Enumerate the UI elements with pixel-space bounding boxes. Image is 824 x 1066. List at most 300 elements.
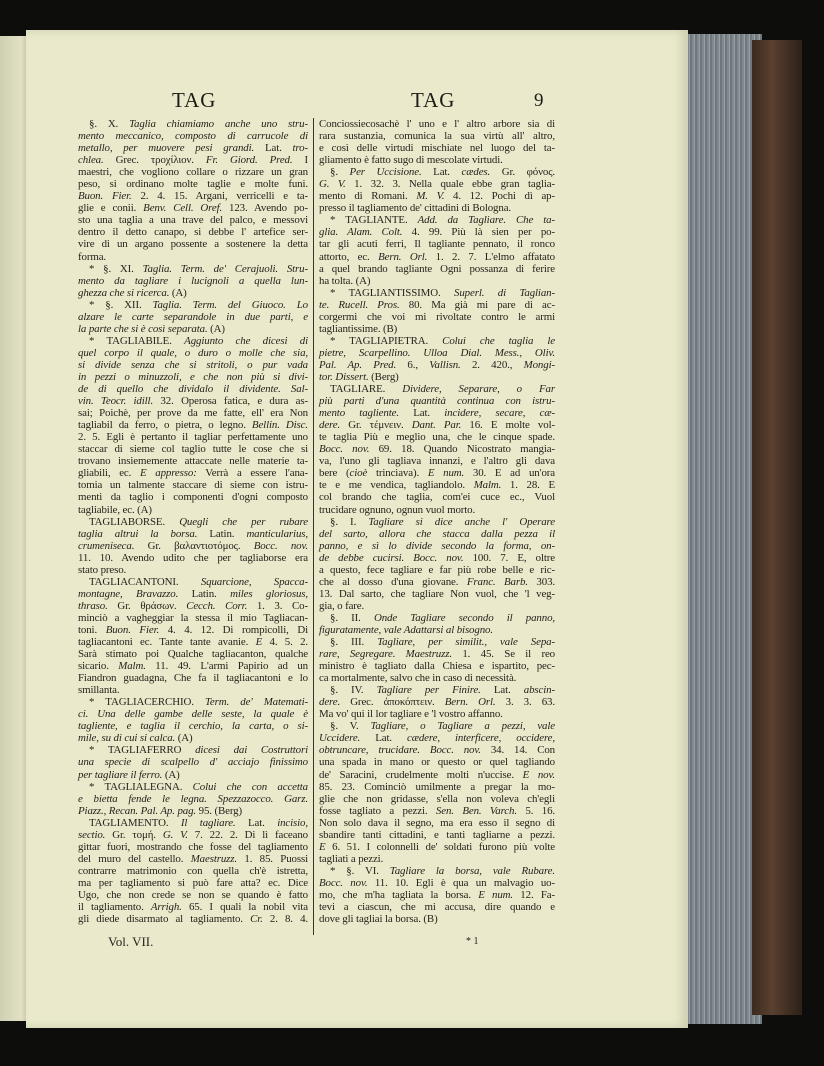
text: mento di Romani. [319, 190, 417, 203]
text-line [319, 540, 555, 552]
italic-text: G. V. [319, 178, 346, 191]
text-line [78, 612, 308, 624]
text-line [319, 323, 555, 335]
text: 11. 49. L'armi Papirio ad un [145, 660, 308, 673]
italic-text: Malm. [473, 479, 502, 492]
text-line [78, 491, 308, 503]
italic-text: miles gloriosus, [230, 587, 308, 600]
italic-text: metallo, per muovere pesi grandi. [78, 142, 255, 155]
text: forma. [78, 250, 107, 263]
text: gittar fuori, mostrando che fosse del tagliamento [78, 840, 308, 853]
text-line [319, 118, 555, 130]
text-line [78, 431, 308, 443]
italic-text: la parte che si è così separata. [78, 322, 208, 335]
text: 12. Fa- [513, 889, 555, 901]
text-line [319, 588, 555, 600]
text-line [78, 793, 308, 805]
text: rara sustanzia, comunica la sua virtù all' altro, [319, 130, 555, 143]
text: §. IV. [330, 684, 377, 697]
page-number: 9 [534, 90, 544, 111]
text-line [78, 660, 308, 672]
text-line [319, 419, 555, 431]
text: Non solo dava il segno, ma era esso il segno di [319, 816, 555, 829]
text: 4. 99. Più là sien per po- [402, 226, 555, 239]
text: e così delle virtudi mischiate nel luogo del ta- [319, 142, 555, 155]
text-line [319, 660, 555, 672]
italic-text: Bern. Orl. [378, 250, 428, 263]
text-line [319, 142, 555, 154]
italic-text: Franc. Barb. [466, 575, 528, 588]
italic-text: Quegli che per rubare [179, 515, 308, 528]
text-line [78, 841, 308, 853]
text-line [78, 347, 308, 359]
text-line [319, 455, 555, 467]
italic-text: taglia altrui la borsa. [78, 527, 198, 540]
text: §. I. [330, 515, 369, 528]
text: 85. 23. Cominciò umilmente a pregar la mo- [319, 780, 555, 793]
text-line [78, 696, 308, 708]
text-line [78, 263, 308, 275]
text: Ugo, che non crede se non se quando è fatto [78, 889, 308, 901]
text-line [78, 901, 308, 913]
text: tevi a ciascun, che mi accusa, dire quando e [319, 901, 555, 914]
text: 2. 4. 15. Argani, verricelli e ta- [131, 190, 308, 203]
italic-text: mento da tagliare i lucignoli a quella lun- [78, 274, 308, 287]
italic-text: incisio, [277, 816, 308, 829]
italic-text: G. V. [162, 828, 188, 841]
text: 4. 5. 2. [262, 636, 309, 649]
text-line [319, 648, 555, 660]
italic-text: Tagliare, o Tagliare a pezzi, vale [370, 720, 555, 733]
italic-text: Vallisn. [429, 358, 461, 371]
text-line [78, 359, 308, 371]
text-line [78, 648, 308, 660]
italic-text: Tagliare per Finire. [376, 684, 481, 697]
text-line [319, 347, 555, 359]
italic-text: cædes. [461, 166, 491, 179]
italic-text: Arrigh. [150, 901, 182, 914]
italic-text: Add. da Tagliare. Che ta- [417, 214, 555, 227]
italic-text: alzare le carte separandole in due parti, e [78, 310, 308, 323]
italic-text: in pezzi o minuzzoli, e che non più si divi- [78, 370, 308, 383]
text: ca mortalmente, salvo che in caso di necessità. [319, 672, 517, 685]
text: (A) [169, 286, 187, 299]
italic-text: Cr. [250, 913, 263, 926]
italic-text: Bern. Orl. [444, 696, 496, 709]
italic-text: Tagliare la borsa, vale Rubare. [389, 864, 555, 877]
text: (Berg) [368, 370, 399, 383]
italic-text: Benv. Cell. Oref. [143, 202, 223, 215]
italic-text: tro- [292, 142, 308, 155]
italic-text: cædere, interficere, occidere, [407, 732, 555, 745]
text-line [319, 359, 555, 371]
italic-text: mile, su di cui si calca. [78, 732, 176, 745]
text-line [78, 118, 308, 130]
italic-text: dicesi dai Costruttori [195, 744, 308, 757]
text-line [319, 263, 555, 275]
text-line [319, 178, 555, 190]
text: Lat. [254, 142, 293, 155]
text-line [319, 407, 555, 419]
italic-text: mento meccanico, composto di carrucole di [78, 130, 308, 143]
text-line [78, 756, 308, 768]
italic-text: pietre, Scarpellino. Ulloa Dial. Mess., Oliv. [319, 346, 555, 359]
text: 32. Operosa fatica, e dura as- [153, 395, 308, 408]
italic-text: tagliente, e taglia il cerchio, la carta, o si- [78, 720, 308, 733]
text: del muro del castello. [78, 852, 191, 865]
text-line [78, 769, 308, 781]
text: 1. 85. Puossi [237, 852, 308, 865]
text-line [78, 214, 308, 226]
text: a questo, fece tagliare e far più robe belle e ric- [319, 563, 555, 576]
text-line [78, 564, 308, 576]
italic-text: rare, Segregare. Maestruzz. [319, 648, 452, 661]
text-line [78, 504, 308, 516]
italic-text: per tagliare il ferro. [78, 768, 163, 781]
italic-text: Uccidere. [319, 732, 361, 745]
italic-text: manticularius, [246, 527, 308, 540]
text: 4. 4. 12. Di rompicolli, Di [159, 623, 308, 636]
text: sbandire tanti cittadini, e tanti tagliarne a pezzi. [319, 828, 555, 841]
text-line [319, 226, 555, 238]
text: 1. 3. Co- [247, 599, 308, 612]
italic-text: Bocc. nov. [319, 443, 370, 456]
text-line [319, 901, 555, 913]
right-column [319, 118, 555, 925]
italic-text: E [319, 840, 326, 853]
text-line [319, 672, 555, 684]
text: TAGLIAMENTO. [89, 816, 181, 829]
text: 5. 16. [516, 804, 556, 817]
italic-text: figuratamente, vale Adattarsi al bisogno. [319, 623, 493, 636]
text: trucidare ognuno, ognun vuol morto. [319, 503, 476, 516]
text: 1. 28. E [501, 479, 555, 492]
text: §. III. [330, 636, 378, 649]
text: 34. 14. Con [480, 744, 555, 757]
italic-text: Squarcione, Spacca- [200, 575, 308, 588]
italic-text: una specie di scalpello d' acciajo finissimo [78, 756, 308, 769]
text: glie e conii. [78, 202, 144, 215]
text: presso il tagliamento de' cittadini di Bologna. [319, 202, 512, 215]
text: * §. XII. [89, 298, 153, 311]
text-line [78, 275, 308, 287]
text-line [319, 600, 555, 612]
italic-text: vin. Teocr. idill. [78, 395, 154, 408]
text-line [319, 311, 555, 323]
italic-text: cioè [349, 467, 368, 480]
text: trinciava). [367, 467, 428, 480]
text-line [319, 781, 555, 793]
text-line [78, 781, 308, 793]
text: Lat. [360, 732, 407, 745]
italic-text: Bocc. nov. [319, 876, 368, 889]
text: che al dosso d'una giovane. [319, 575, 467, 588]
text: * §. XI. [89, 262, 143, 275]
text: * TAGLIAPIETRA. [330, 334, 443, 347]
italic-text: obtruncare, trucidare. Bocc. nov. [319, 744, 481, 757]
italic-text: del sarto, allora che stacca dalla pezza il [319, 527, 555, 540]
text: staccar di sieme col taglio tutte le cose che si [78, 443, 308, 456]
text: §. [330, 166, 350, 179]
text-line [319, 756, 555, 768]
text-line [78, 311, 308, 323]
text: (A) [175, 732, 193, 745]
text-line [319, 805, 555, 817]
text-line [319, 335, 555, 347]
text: stato preso. [78, 563, 127, 576]
text-line [319, 202, 555, 214]
text-line [319, 504, 555, 516]
text-line [78, 238, 308, 250]
text-line [319, 636, 555, 648]
left-column [78, 118, 308, 925]
text: * TAGLIANTISSIMO. [330, 286, 455, 299]
text-line [319, 190, 555, 202]
text-line [78, 335, 308, 347]
text: Sarà stimato poi Qualche tagliacanton, qualche [78, 648, 308, 661]
text-line [319, 395, 555, 407]
text: * TAGLIACERCHIO. [89, 696, 205, 709]
italic-text: tor. Dissert. [319, 370, 369, 383]
text: minciò a vagheggiar la stessa il mio Tagliacan- [78, 611, 308, 624]
text: toni. [78, 623, 106, 636]
text-line [78, 251, 308, 263]
text-line [319, 865, 555, 877]
text-line [319, 817, 555, 829]
text: 30. E ad un'ora [464, 467, 556, 480]
text-line [319, 299, 555, 311]
text-line [319, 576, 555, 588]
text-line [78, 528, 308, 540]
text: 95. (Berg) [196, 804, 243, 817]
text-line [78, 877, 308, 889]
text: 100. 7. E, oltre [463, 551, 555, 564]
italic-text: Pal. Ap. Pred. [319, 358, 397, 371]
text: sto una taglia a una trave del palco, e messovi [78, 214, 308, 227]
italic-text: ci. Una delle gambe delle seste, la quale è [78, 708, 308, 721]
text: * §. VI. [330, 864, 390, 877]
text-line [78, 720, 308, 732]
italic-text: Malm. [118, 660, 146, 673]
italic-text: E nov. [522, 768, 556, 781]
italic-text: Buon. Fier. [105, 623, 160, 636]
italic-text: glia. Alam. Colt. [319, 226, 403, 239]
text-line [78, 455, 308, 467]
text: §. X. [89, 118, 130, 130]
text-line [78, 395, 308, 407]
text: maestri, che vogliono collare o rizzare un gran [78, 166, 308, 179]
text-line [78, 130, 308, 142]
text-line [319, 684, 555, 696]
text: Gr. βαλαντιοτόμος. [134, 539, 254, 552]
text: Lat. [480, 684, 524, 697]
text-line [78, 323, 308, 335]
text: Lat. [235, 816, 278, 829]
text: 6. 51. I colonnelli de' soldati furono più volte [325, 840, 555, 853]
italic-text: E num. [427, 467, 465, 480]
italic-text: E num. [478, 889, 514, 901]
text: 11. 10. Egli è qua un malvagio uo- [367, 876, 555, 889]
italic-text: Bellin. Disc. [251, 419, 308, 432]
italic-text: Aggiunto che dicesi di [184, 334, 308, 347]
text: * TAGLIAFERRO [89, 744, 196, 757]
running-head-right: TAG [411, 88, 456, 112]
italic-text: Sen. Ben. Varch. [435, 804, 517, 817]
text: 2. 420., [460, 358, 524, 371]
text-line [78, 600, 308, 612]
italic-text: incidere, secare, cæ- [444, 407, 555, 420]
text: ma per tagliamento si può fare atta? ec. Dice [78, 876, 308, 889]
running-head-left: TAG [172, 88, 217, 112]
text: (A) [162, 768, 180, 781]
italic-text: te. Rucell. Pros. [319, 298, 400, 311]
text-line [78, 166, 308, 178]
text: 123. Avendo po- [222, 202, 308, 215]
text-line [319, 491, 555, 503]
text-line [78, 672, 308, 684]
text: 3. 3. 63. [495, 696, 555, 709]
text-line [319, 383, 555, 395]
text-line [319, 564, 555, 576]
text-line [319, 130, 555, 142]
text-line [319, 166, 555, 178]
italic-text: Taglia chiamiamo anche uno stru- [129, 118, 309, 130]
text: 6., [396, 358, 430, 371]
text: 7. 22. 2. Di lì faceano [187, 828, 309, 841]
italic-text: Mongi- [523, 358, 555, 371]
italic-text: sectio. [78, 828, 106, 841]
text: dove gli tagliai la borsa. (B) [319, 913, 438, 926]
text-line [319, 287, 555, 299]
text-line [78, 142, 308, 154]
text: TAGLIARE. [330, 383, 403, 396]
text-line [78, 516, 308, 528]
text: de' Saracini, crudelmente molti n'uccise. [319, 768, 523, 781]
text-line [319, 154, 555, 166]
text-line [319, 720, 555, 732]
italic-text: Taglia. Term. del Giuoco. Lo [152, 298, 308, 311]
text: 2. 5. Egli è pertanto il tagliar perfettamente uno [78, 431, 308, 444]
text: fosse tagliato a pezzi. [319, 804, 436, 817]
text: Grec. τροχίλιον. [103, 154, 206, 167]
text-line [78, 624, 308, 636]
italic-text: Maestruzz. [190, 852, 238, 865]
text-line [78, 178, 308, 190]
text: Latin. [178, 587, 231, 600]
text-line [319, 793, 555, 805]
text: Verrà a essere l'ana- [196, 467, 308, 480]
text: * TAGLIABILE. [89, 334, 185, 347]
text-line [319, 371, 555, 383]
page-edges [682, 34, 762, 1024]
text: tagliati a pezzi. [319, 852, 384, 865]
text: TAGLIABORSE. [89, 515, 180, 528]
text-line [78, 479, 308, 491]
text: Lat. [421, 166, 462, 179]
text-line [78, 467, 308, 479]
italic-text: si divide senza che si stritoli, o pur vada [78, 358, 308, 371]
text-line [319, 552, 555, 564]
text: Grec. ἀποκόπτειν. [340, 696, 445, 709]
text-line [78, 708, 308, 720]
text: gli diede disarmato al tagliamento. [78, 913, 251, 926]
text-line [78, 588, 308, 600]
text-line [319, 744, 555, 756]
italic-text: dere. [319, 696, 341, 709]
text: una spada in mano or questo or quel tagliando [319, 756, 555, 769]
text: tagliabile, ec. (A) [78, 503, 152, 516]
text: * TAGLIALEGNA. [89, 780, 193, 793]
text-line [78, 407, 308, 419]
text: 303. [527, 575, 556, 588]
text: dentro il detto canapo, si debbe l' artefice ser- [78, 226, 308, 239]
italic-text: Colui che con accetta [192, 780, 309, 793]
text: Gr. θράσων. [107, 599, 187, 612]
text: contrarre matrimonio con quella ch'è istretta, [78, 864, 308, 877]
text-line [78, 287, 308, 299]
text-line [319, 853, 555, 865]
text-line [78, 371, 308, 383]
text: 1. 45. Se il reo [451, 648, 556, 661]
text: va, l'uno gli tagliava innanzi, e l'altro gli dava [319, 455, 555, 468]
text-line [78, 913, 308, 925]
text: smillanta. [78, 684, 120, 697]
text-line [319, 467, 555, 479]
italic-text: thraso. [78, 599, 108, 612]
text-line [319, 275, 555, 287]
column-rule [313, 118, 314, 935]
text: 1. 2. 7. L'elmo affatato [427, 250, 555, 263]
text: 4. 12. Pochi dì ap- [444, 190, 556, 203]
text: menti da taglio i componenti d'ogni composto [78, 491, 308, 504]
text: te e me vendica, tagliandolo. [319, 479, 474, 492]
italic-text: Piazz., Recan. Pal. Ap. pag. [78, 804, 197, 817]
text-line [319, 516, 555, 528]
text-line [78, 226, 308, 238]
text: 65. I quali la nobil vita [181, 901, 309, 914]
text: col brando che taglia, com'ei cuce ec., Vuol [319, 491, 555, 504]
italic-text: Taglia. Term. de' Cerajuoli. Stru- [142, 262, 308, 275]
text-line [319, 528, 555, 540]
italic-text: Tagliare, per similit., vale Sepa- [377, 636, 555, 649]
italic-text: Cecch. Corr. [186, 599, 248, 612]
text-line [78, 684, 308, 696]
text: gliabili, ec. [78, 467, 140, 480]
text: (A) [207, 322, 225, 335]
italic-text: Onde Tagliare secondo il panno, [373, 611, 556, 624]
italic-text: E appresso: [139, 467, 197, 480]
text: TAGLIACANTONI. [89, 575, 201, 588]
italic-text: de di quello che dividalo il dividente. Sal- [78, 383, 308, 396]
text: sicario. [78, 660, 119, 673]
text-line [78, 744, 308, 756]
text-line [319, 238, 555, 250]
italic-text: Per Uccisione. [349, 166, 422, 179]
text-line [78, 419, 308, 431]
italic-text: crumeniseca. [78, 539, 135, 552]
text: 11. 10. Avendo udito che per tagliaborse era [78, 551, 308, 564]
text: §. V. [330, 720, 371, 733]
text: ministro è tagliato dalla Chiesa e ispartito, pec- [319, 660, 555, 673]
text: 80. Ma già mi pare di ac- [399, 298, 555, 311]
text-line [319, 251, 555, 263]
text: mo, che m'ha tagliata la borsa. [319, 889, 479, 901]
italic-text: più parti d'una quantità continua con istru- [319, 395, 555, 408]
italic-text: Colui che taglia le [442, 334, 555, 347]
text: Lat. [398, 407, 445, 420]
text: §. II. [330, 611, 374, 624]
text: I [292, 154, 308, 167]
